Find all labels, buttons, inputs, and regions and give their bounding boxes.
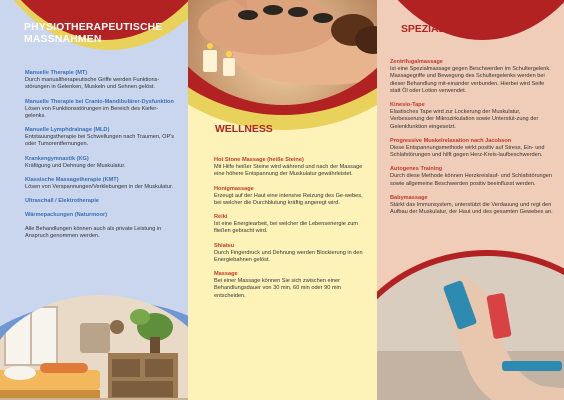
service-description: Lösen von Funktionsstörungen im Bereich des Kiefer-gelenks. (25, 105, 159, 119)
service-item (25, 177, 177, 191)
service-description: Lösen von Verspannungen/Verklebungen in der Muskulatur. (25, 183, 174, 190)
service-description: Durch diese Methode können Herzkreislauf- und Schlafstörungen sowie allgemeine Beschwerden positiv beeinflusst werden. (390, 173, 553, 187)
service-item (25, 127, 177, 149)
service-item (390, 59, 554, 95)
service-heading: Zentrifugalmassage (390, 59, 443, 65)
service-description: Alle Behandlungen können auch als private Leistung in Anspruch genommen werden. (25, 226, 162, 240)
kinesio-tape-illustration (377, 256, 564, 400)
service-heading: Manuelle Lymphdrainage (MLD) (25, 127, 110, 134)
service-item (25, 70, 177, 92)
service-item (25, 226, 177, 241)
service-description: Diese Entspannungsmethode wirkt positiv auf Stress, Ein- und Schlafstörungen und hilft gegen Herz-Kreis-laufbeschwerden. (390, 144, 545, 159)
service-item (214, 243, 364, 265)
service-heading: Kinesio-Tape (390, 102, 425, 109)
therapy-room-photo (0, 295, 188, 400)
service-description: Durch manualtherapeutische Griffe werden Funktions-störungen in Gelenken, Muskeln und Sehnen gelöst. (25, 76, 160, 91)
physiotherapy-list (25, 70, 177, 248)
service-item (214, 214, 364, 236)
service-description: Entstauungstherapie bei Schwellungen nach Traumen, OP's oder Tumorentfernungen. (25, 134, 175, 148)
specializations-panel (377, 0, 564, 400)
service-heading: Wärmepackungen (Naturmoor) (25, 212, 108, 219)
service-description: Stärkt das Immunsystem, unterstützt die Verdauung und regt den Aufbau der Muskulatur, der Haut und des gesamten Gewebes an. (390, 201, 553, 216)
service-item (390, 138, 554, 160)
service-item (390, 166, 554, 188)
wellness-title: WELLNESS (215, 124, 273, 135)
service-heading: Progressive Muskelrelaxation nach Jacobson (390, 137, 512, 144)
service-heading: Honigmassage (214, 185, 254, 192)
service-heading: Manuelle Therapie (MT) (25, 70, 88, 76)
specializations-title: SPEZIALISIERUNGEN (401, 24, 510, 35)
service-heading: Klassische Massagetherapie (KMT) (25, 176, 119, 183)
service-description: Kräftigung und Dehnung der Muskulatur. (25, 162, 126, 169)
service-item (214, 186, 364, 208)
service-description: Ist eine Spezialmassage gegen Beschwerden im Schultergelenk. Massagegriffe und Bewegung des Schultergelenks werden bei dieser Behandlung mit-einander verbunden. Hierbei wird Seife statt Öl oder Lotion verwendet. (390, 65, 551, 94)
service-description: Erzeugt auf der Haut eine intensive Reizung des Ge-webes, bei welcher die Durchblutung kräftig angeregt wird. (214, 192, 363, 206)
service-heading: Krankengymnastik (KG) (25, 155, 89, 162)
service-heading: Ultraschall / Elektrotherapie (25, 198, 99, 205)
service-item (390, 195, 554, 217)
service-description: Ist eine Energiearbeit, bei welcher die Lebensenergie zum fließen gebracht wird. (214, 221, 358, 235)
service-item (214, 157, 364, 179)
service-heading: Reiki (214, 214, 228, 221)
service-description: Bei einer Massage können Sie sich zwischen einer Behandlungsdauer von 30 min, 60 min oder 90 min entscheiden. (214, 278, 341, 299)
service-description: Elastisches Tape wird zur Lockerung der Muskulatur, Verbesserung der Mikrozirkulation sowie Unterstüt-zung der Gelenkfunktion eingesetzt. (390, 109, 539, 130)
service-description: Durch Fingerdruck und Dehnung werden Blockierung in den Energiebahnen gelöst. (214, 249, 363, 263)
specializations-list (390, 59, 554, 223)
therapy-room-illustration (0, 295, 188, 400)
kinesio-tape-photo (377, 256, 564, 400)
service-item (25, 198, 177, 205)
service-heading: Hot Stone Massage (heiße Steine) (214, 157, 304, 163)
service-heading: Manuelle Therapie bei Cranio-Mandibulärer-Dysfunktion (25, 98, 174, 105)
service-item (25, 99, 177, 121)
service-heading: Babymassage (390, 194, 428, 201)
service-heading: Autogenes Training (390, 166, 443, 173)
service-heading: Shiatsu (214, 242, 235, 249)
service-item (25, 156, 177, 170)
service-item (25, 212, 177, 219)
service-heading: Massage (214, 271, 238, 278)
service-item (390, 102, 554, 131)
physiotherapy-title: PHYSIOTHERAPEUTISCHE MASSNAHMEN (24, 22, 163, 46)
physiotherapy-panel (0, 0, 188, 400)
service-item (214, 271, 364, 300)
wellness-list (214, 157, 364, 307)
service-description: Mit Hilfe heißer Steine wird während und nach der Massage eine höhere Entspannung der Muskulatur gewährleistet. (214, 163, 363, 178)
wellness-panel (188, 0, 377, 400)
